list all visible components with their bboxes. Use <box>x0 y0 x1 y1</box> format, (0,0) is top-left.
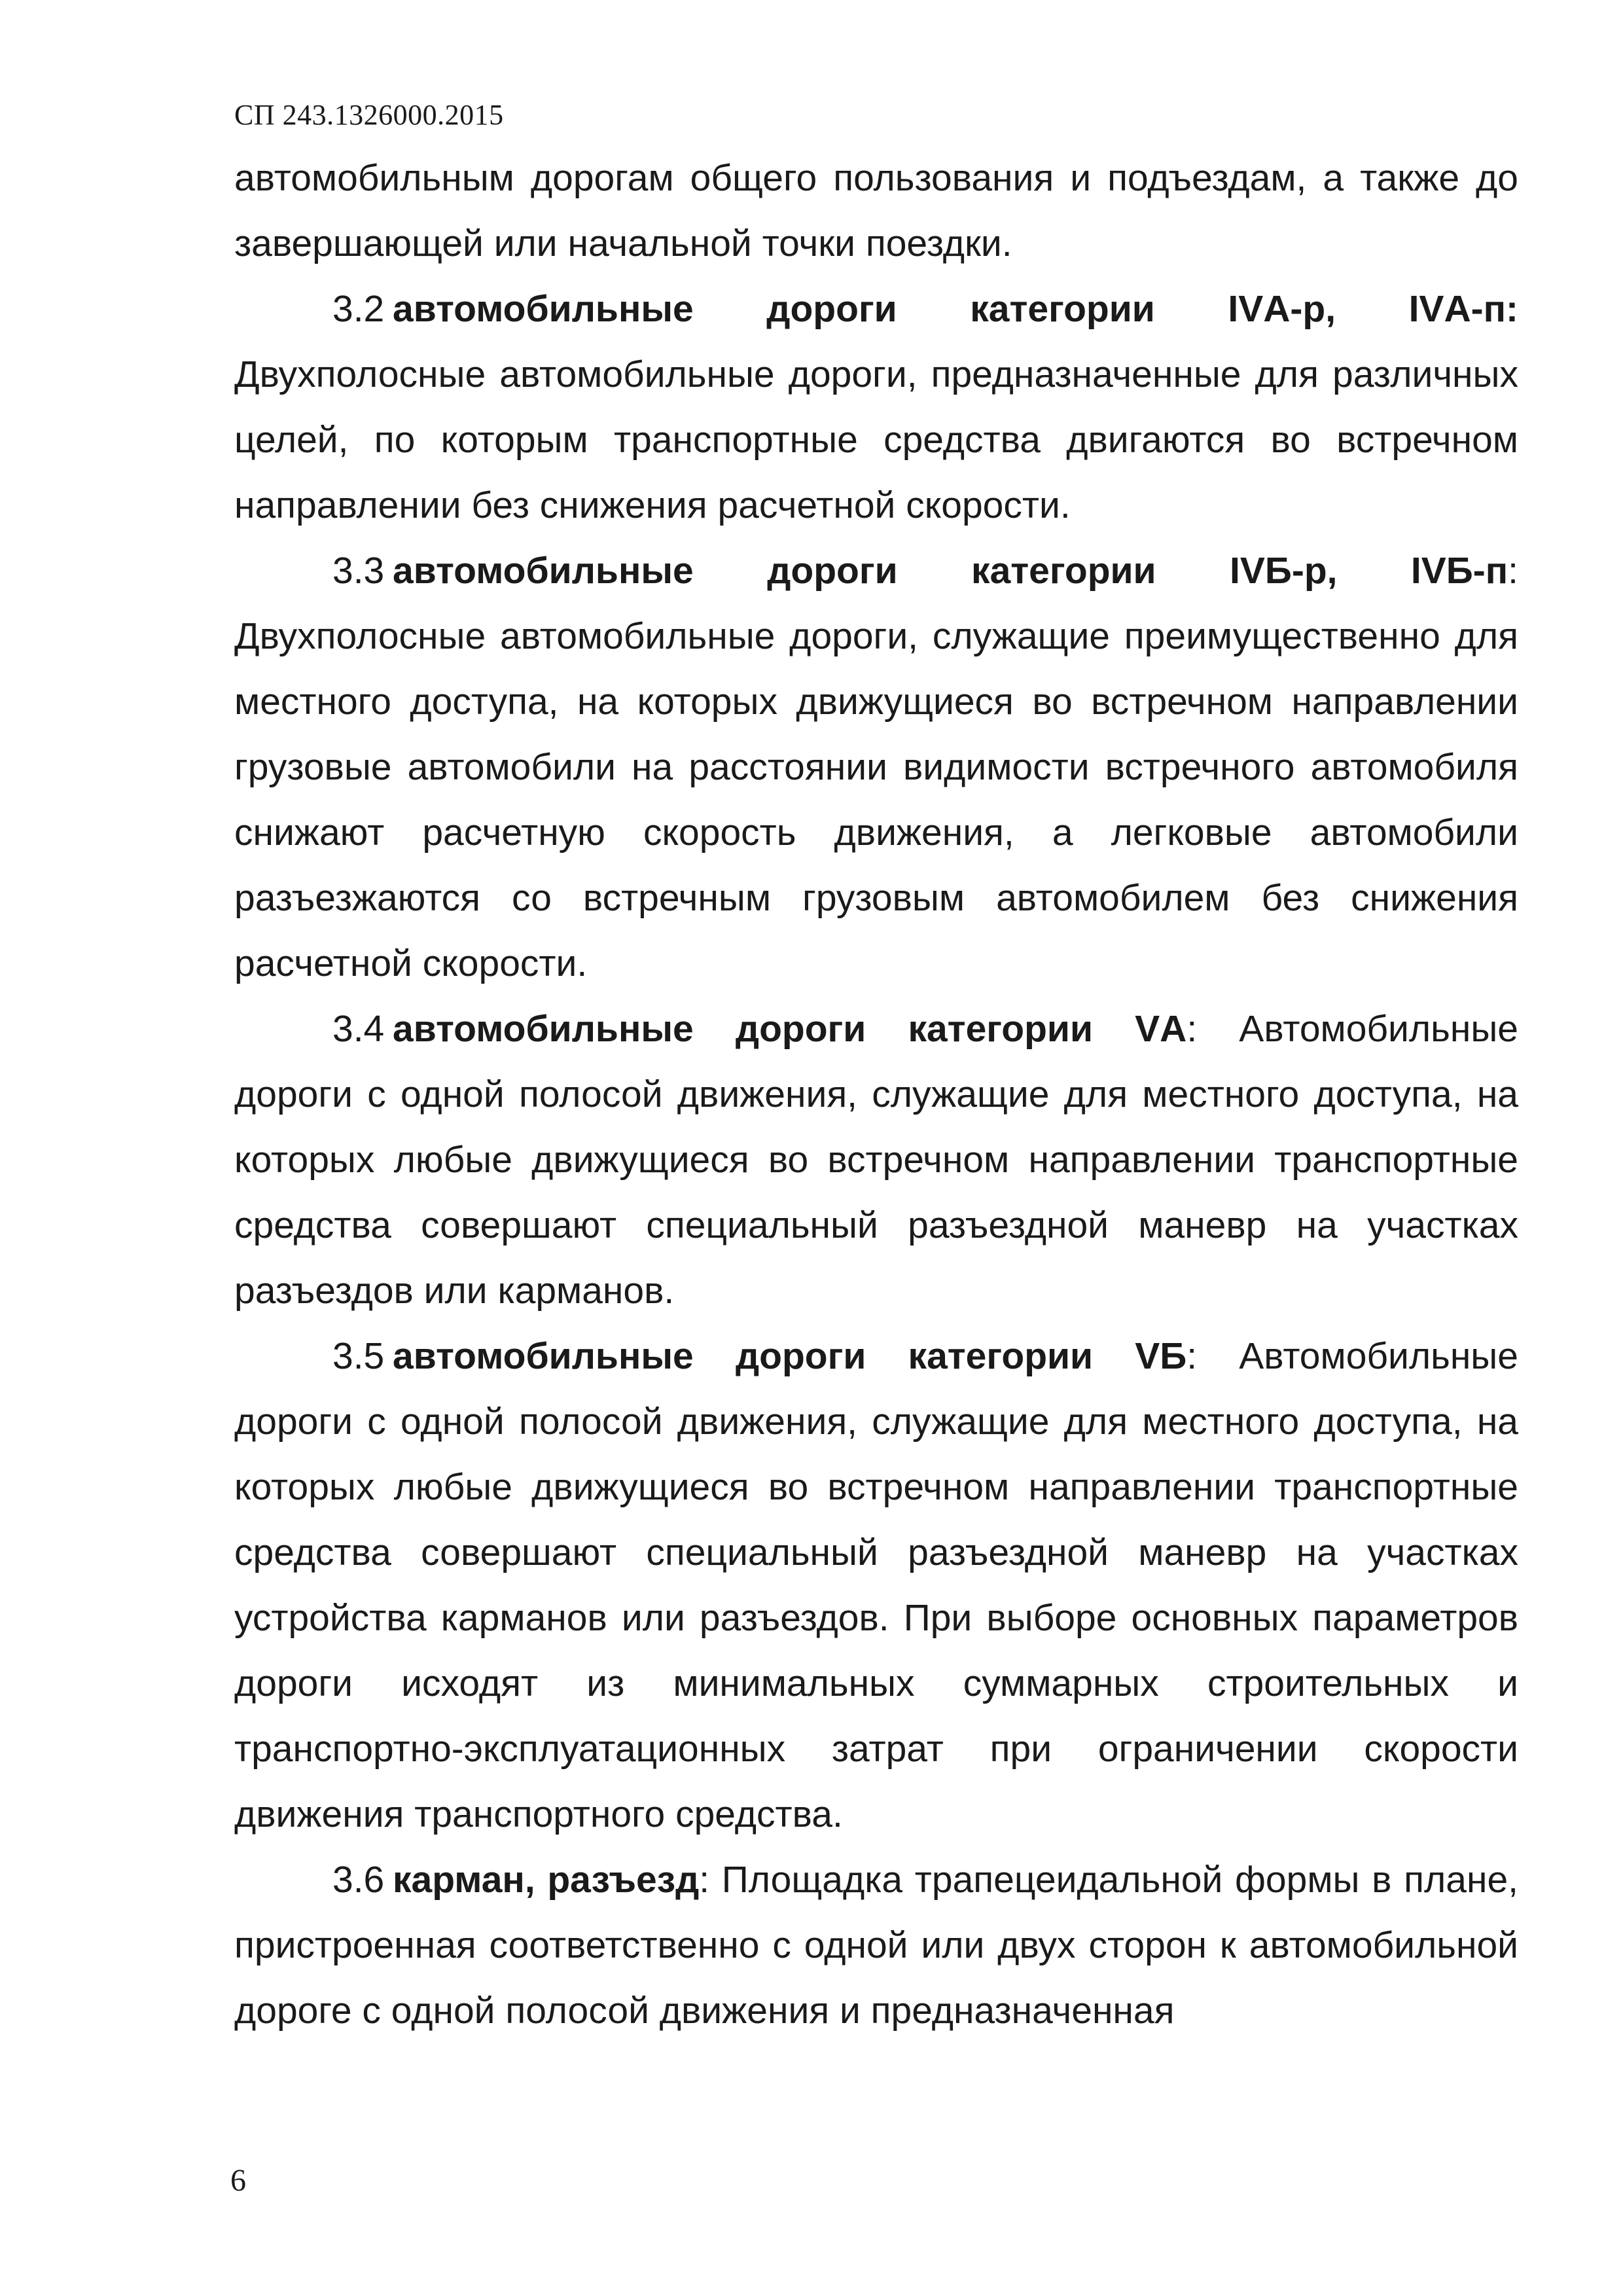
defined-term: карман, разъезд <box>393 1859 700 1901</box>
definition-3-3 <box>234 538 1518 996</box>
definition-text: : Автомобильные дороги с одной полосой движения, служащие для местного доступа, на которых любые движущиеся во встречном направлении транспортные средства совершают специальный разъездной маневр на участках разъездов или карманов. <box>234 1008 1518 1312</box>
clause-number: 3.6 <box>332 1859 385 1901</box>
defined-term: автомобильные дороги категории IVБ-р, IVБ-п <box>393 550 1508 592</box>
definition-3-6 <box>234 1847 1518 2043</box>
definition-3-4 <box>234 996 1518 1323</box>
defined-term: автомобильные дороги категории IVА-р, IVА-п: <box>393 288 1518 330</box>
defined-term: автомобильные дороги категории VБ <box>393 1335 1187 1377</box>
definition-3-5 <box>234 1323 1518 1847</box>
page-number: 6 <box>230 2163 246 2198</box>
continuation-paragraph: автомобильным дорогам общего пользования и подъездам, а также до завершающей или начальной точки поездки. <box>234 157 1518 264</box>
document-body <box>234 145 1518 2043</box>
definition-text: : Автомобильные дороги с одной полосой движения, служащие для местного доступа, на которых любые движущиеся во встречном направлении транспортные средства совершают специальный разъездной маневр на участках устройства карманов или разъездов. При выборе основных параметров дороги исходят из минимальных суммарных строительных и транспортно-эксплуатационных затрат при ограничении скорости движения транспортного средства. <box>234 1335 1518 1835</box>
definition-3-2 <box>234 276 1518 538</box>
clause-number: 3.4 <box>332 1008 385 1050</box>
definition-text: : Двухполосные автомобильные дороги, служащие преимущественно для местного доступа, на которых движущиеся во встречном направлении грузовые автомобили на расстоянии видимости встречного автомобиля снижают расчетную скорость движения, а легковые автомобили разъезжаются со встречным грузовым автомобилем без снижения расчетной скорости. <box>234 550 1518 984</box>
clause-number: 3.3 <box>332 550 385 592</box>
definition-text: : Площадка трапецеидальной формы в плане, пристроенная соответственно с одной или двух сторон к автомобильной дороге с одной полосой движения и предназначенная <box>234 1859 1518 2032</box>
clause-number: 3.2 <box>332 288 385 330</box>
clause-number: 3.5 <box>332 1335 385 1377</box>
definition-text: Двухполосные автомобильные дороги, предназначенные для различных целей, по которым транспортные средства двигаются во встречном направлении без снижения расчетной скорости. <box>234 353 1518 526</box>
document-code: СП 243.1326000.2015 <box>234 99 504 131</box>
defined-term: автомобильные дороги категории VА <box>393 1008 1187 1050</box>
